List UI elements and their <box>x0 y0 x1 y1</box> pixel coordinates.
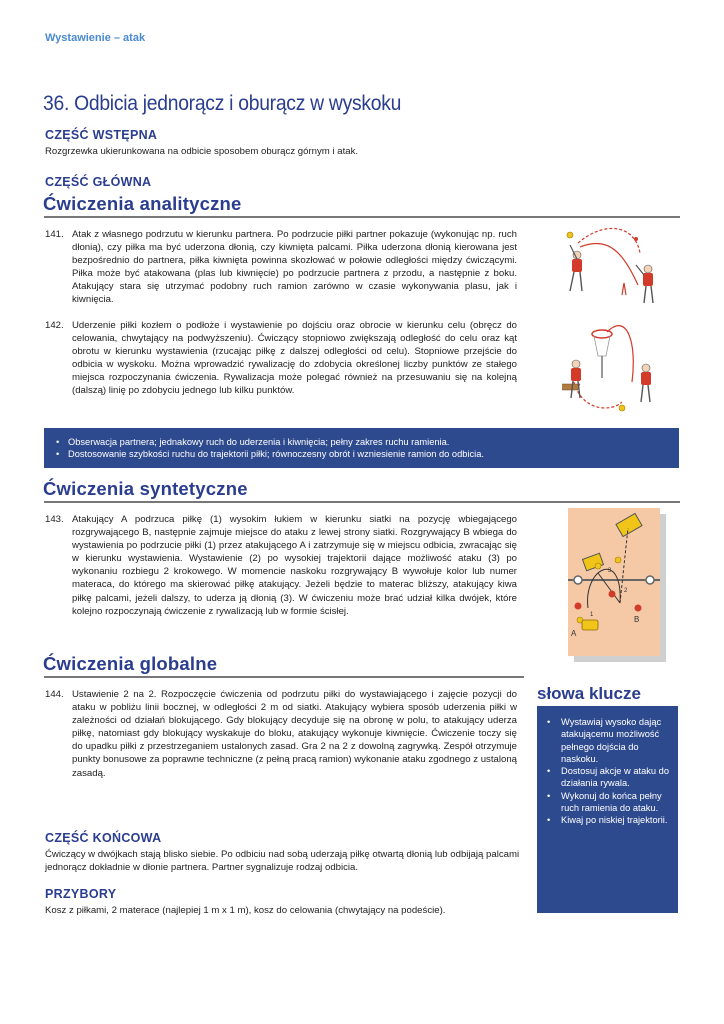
equipment-heading: PRZYBORY <box>45 887 117 901</box>
equipment-text: Kosz z piłkami, 2 materace (najlepiej 1 m x 1 m), kosz do celowania (chwytający na podeście). <box>45 905 446 916</box>
exercise-number: 143. <box>45 514 64 525</box>
diagram-label-3: 3 <box>608 568 612 574</box>
intro-text: Rozgrzewka ukierunkowana na odbicie sposobem oburącz górnym i atak. <box>45 146 359 157</box>
coaching-notes <box>44 428 679 468</box>
exercise-141 <box>45 228 517 307</box>
diagram-label-1: 1 <box>590 612 594 618</box>
global-heading: Ćwiczenia globalne <box>43 653 218 674</box>
keyword-item: • Dostosuj akcje w ataku do działania rywala. <box>547 765 671 790</box>
final-heading: CZĘŚĆ KOŃCOWA <box>45 831 162 845</box>
diagram-label-b: B <box>634 615 640 624</box>
court-diagram <box>568 508 668 663</box>
exercise-number: 142. <box>45 320 64 331</box>
keywords-box <box>537 706 678 913</box>
analytic-heading: Ćwiczenia analityczne <box>43 193 242 214</box>
page-title: 36. Odbicia jednorącz i oburącz w wyskoku <box>43 92 402 115</box>
exercise-text: Ustawienie 2 na 2. Rozpoczęcie ćwiczenia od podrzutu piłki do wystawiającego i zajęcie pozycji do ataku w pobliżu linii bocznej, w odległości 2 m od siatki. Atakujący wybiera sposób uderzenia piłki w zależności od działań blokującego. Gdy blokujący decyduje się na obronę w polu, to atakujący uderza piłkę, natomiast gdy blokujący wyskakuje do bloku, atakujący wykonuje kiwnięcie. Ćwiczenie toczy się do upadku piłki z przestrzeganiem ustalonych zasad. Gra 2 na 2 z dowolną zagrywką. Zespół otrzymuje punkty bonusowe za poprawne techniczne (z pełną pracą ramion) wykonanie ataku zgodnego z ustaloną zasadą. <box>72 689 517 779</box>
diagram-label-a: A <box>571 629 577 638</box>
attack-illustration <box>560 225 680 310</box>
divider <box>44 676 524 678</box>
divider <box>44 216 680 218</box>
exercise-143 <box>45 513 517 618</box>
keyword-item: • Wystawiaj wysoko dając atakującemu możliwość pełnego dojścia do naskoku. <box>547 716 671 765</box>
exercise-number: 141. <box>45 229 64 240</box>
intro-heading: CZĘŚĆ WSTĘPNA <box>45 128 158 142</box>
note-item: • Dostosowanie szybkości ruchu do trajektorii piłki; równoczesny obrót i wzniesienie ramion do odbicia. <box>56 448 484 460</box>
exercise-144 <box>45 688 517 780</box>
divider <box>44 501 680 503</box>
keyword-item: • Kiwaj po niskiej trajektorii. <box>547 814 671 826</box>
exercise-142 <box>45 319 517 398</box>
keywords-title: słowa klucze <box>537 684 641 703</box>
section-header: Wystawienie – atak <box>45 32 146 44</box>
diagram-label-2: 2 <box>624 588 628 594</box>
setting-illustration <box>562 312 680 420</box>
keyword-item: • Wykonuj do końca pełny ruch ramienia do ataku. <box>547 790 671 815</box>
main-heading: CZĘŚĆ GŁÓWNA <box>45 175 152 189</box>
synthetic-heading: Ćwiczenia syntetyczne <box>43 478 248 499</box>
exercise-text: Uderzenie piłki kozłem o podłoże i wystawienie po dojściu oraz obrocie w kierunku celu (obręcz do celowania, chwytający na podwyższeniu). Ćwiczący stopniowo zwiększają odległość do celu oraz kąt obrotu w kierunku wystawienia (rzucając piłkę z dalszej odległości od celu). Stopniowe przejście do odbicia w wyskoku. Można wprowadzić rywalizację do zdobycia określonej liczby punktów ze stałego miejsca rozpoczynania ćwiczenia. Rywalizacja może polegać również na przesuwaniu się na kolejną (dalszą) linię po zdobyciu jednego lub kilku punktów. <box>72 320 517 397</box>
exercise-number: 144. <box>45 689 64 700</box>
note-item: • Obserwacja partnera; jednakowy ruch do uderzenia i kiwnięcia; pełny zakres ruchu ramienia. <box>56 436 484 448</box>
final-text: Ćwiczący w dwójkach stają blisko siebie. Po odbiciu nad sobą uderzają piłkę otwartą dłonią lub odbijają palcami jednorącz dokładnie w dłonie partnera. Partner sygnalizuje rodzaj odbicia. <box>45 849 520 874</box>
exercise-text: Atak z własnego podrzutu w kierunku partnera. Po podrzucie piłki partner pokazuje (wykonując np. ruch dłonią), czy piłka ma być uderzona dłonią, czy kiwnięta palcami. Piłka uderzona dłonią kierowana jest bezpośrednio do partnera, piłka kiwnięta powinna skozłować w połowie odległości między ćwiczącymi. Piłka może być atakowana (plas lub kiwnięcie) po podrzucie partnera z przodu, a następnie z boku. Atakujący stara się utrzymać podobny ruch ramion zarówno w czasie wykonywania plasu, jak i kiwnięcia. <box>72 229 517 306</box>
exercise-text: Atakujący A podrzuca piłkę (1) wysokim łukiem w kierunku siatki na pozycję wbiegającego rozgrywającego B, następnie zajmuje miejsce do ataku z lewej strony siatki. Rozgrywający B wbiega do wystawienia po podrzucie piłki (1) przez atakującego A i zatrzymuje się w miejscu odbicia, zwracając się w kierunku wystawienia. Wystawienie (2) po wysokiej trajektorii dające możliwość ataku (3) po wykonaniu rozbiegu 2 krokowego. W momencie naskoku rozgrywający B wywołuje kolor lub numer materaca, do którego ma skierować piłkę atakujący. Jeżeli będzie to materac bliższy, atakujący kiwa piłkę palcami, jeżeli dalszy, to uderza ją dłonią (3). W ćwiczeniu może brać udział kilka dwójek, które kolejno rozpoczynają ćwiczenie z rywalizacją lub w formie ścisłej. <box>72 514 517 617</box>
